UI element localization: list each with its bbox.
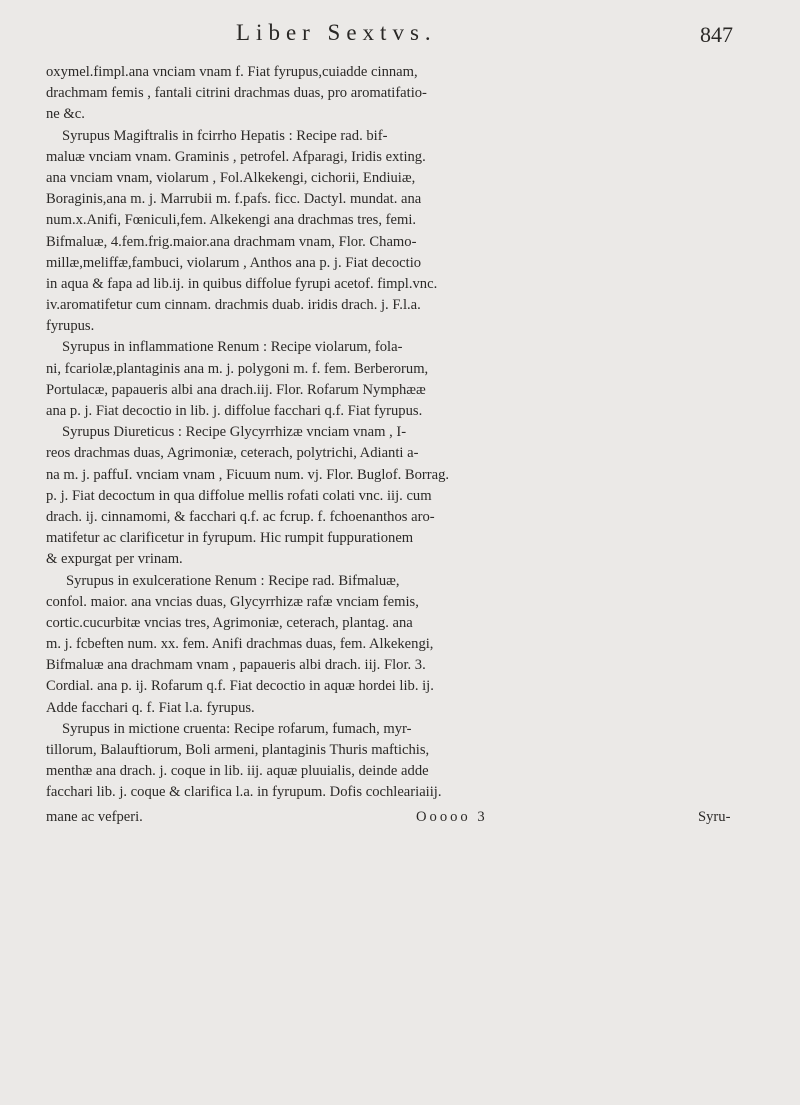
text-line: fyrupus. [46, 318, 95, 335]
recipe-heading-line: Syrupus in mictione cruenta: Recipe rofarum, fumach, myr- [62, 720, 412, 737]
text-line: & expurgat per vrinam. [46, 551, 183, 568]
recipe-heading-line: Syrupus in inflammatione Renum : Recipe violarum, fola- [62, 339, 403, 356]
running-title: Liber Sextvs. [236, 20, 437, 45]
text-line: na m. j. paffuI. vnciam vnam , Ficuum num. vj. Flor. Buglof. Borrag. [46, 466, 450, 483]
signature-mark: Ooooo 3 [416, 808, 488, 825]
text-line: reos drachmas duas, Agrimoniæ, ceterach, polytrichi, Adianti a- [46, 445, 419, 462]
text-line: Boraginis,ana m. j. Marrubii m. f.pafs. ficc. Dactyl. mundat. ana [46, 191, 422, 208]
text-line: ni, fcariolæ,plantaginis ana m. j. polygoni m. f. fem. Berberorum, [46, 360, 429, 377]
running-head [0, 14, 800, 54]
catchword: Syru- [698, 808, 731, 825]
text-line: maluæ vnciam vnam. Graminis , petrofel. Afparagi, Iridis exting. [46, 148, 426, 165]
recipe-heading-line: Syrupus Diureticus : Recipe Glycyrrhizæ vnciam vnam , I- [62, 424, 407, 441]
recipe-heading-line: Syrupus Magiftralis in fcirrho Hepatis : Recipe rad. bif- [62, 127, 388, 144]
text-line: oxymel.fimpl.ana vnciam vnam f. Fiat fyrupus,cuiadde cinnam, [46, 64, 418, 80]
page-number: 847 [700, 22, 733, 47]
text-line: drachmam femis , fantali citrini drachmas duas, pro aromatifatio- [46, 85, 427, 102]
text-line: confol. maior. ana vncias duas, Glycyrrhizæ rafæ vnciam femis, [46, 593, 419, 610]
text-line: drach. ij. cinnamomi, & facchari q.f. ac fcrup. f. fchoenanthos aro- [46, 508, 435, 525]
text-line: matifetur ac clarificetur in fyrupum. Hic rumpit fuppurationem [46, 530, 414, 547]
text-line: Bifmaluæ, 4.fem.frig.maior.ana drachmam vnam, Flor. Chamo- [46, 233, 417, 250]
text-line: Cordial. ana p. ij. Rofarum q.f. Fiat decoctio in aquæ hordei lib. ij. [46, 678, 434, 695]
text-line: mane ac vefperi. [46, 808, 143, 825]
text-line: Bifmaluæ ana drachmam vnam , papaueris albi drach. iij. Flor. 3. [46, 657, 426, 674]
text-line: ne &c. [46, 106, 85, 123]
text-line: ana p. j. Fiat decoctio in lib. j. diffolue facchari q.f. Fiat fyrupus. [46, 403, 423, 419]
text-line: ana vnciam vnam, violarum , Fol.Alkekengi, cichorii, Endiuiæ, [46, 169, 416, 186]
text-line: in aqua & fapa ad lib.ij. in quibus diffolue fyrupi acetof. fimpl.vnc. [46, 275, 438, 292]
body-text [46, 62, 791, 830]
text-line: p. j. Fiat decoctum in qua diffolue mellis rofati colati vnc. iij. cum [46, 487, 432, 504]
text-line: facchari lib. j. coque & clarifica l.a. in fyrupum. Dofis cochleariaiij. [46, 784, 442, 801]
recipe-heading-line: Syrupus in exulceratione Renum : Recipe rad. Bifmaluæ, [66, 572, 400, 589]
text-line: num.x.Anifi, Fœniculi,fem. Alkekengi ana drachmas tres, femi. [46, 212, 417, 229]
text-line: cortic.cucurbitæ vncias tres, Agrimoniæ, ceterach, plantag. ana [46, 614, 413, 631]
last-line-with-catchword [46, 804, 791, 830]
text-line: Portulacæ, papaueris albi ana drach.iij. Flor. Rofarum Nymphææ [46, 381, 426, 398]
text-line: m. j. fcbeften num. xx. fem. Anifi drachmas duas, fem. Alkekengi, [46, 636, 434, 653]
text-line: Adde facchari q. f. Fiat l.a. fyrupus. [46, 699, 255, 716]
text-line: iv.aromatifetur cum cinnam. drachmis duab. iridis drach. j. F.l.a. [46, 297, 421, 314]
text-line: menthæ ana drach. j. coque in lib. iij. aquæ pluuialis, deinde adde [46, 763, 429, 780]
text-line: tillorum, Balauftiorum, Boli armeni, plantaginis Thuris maftichis, [46, 742, 430, 758]
text-line: millæ,meliffæ,fambuci, violarum , Anthos ana p. j. Fiat decoctio [46, 254, 422, 271]
